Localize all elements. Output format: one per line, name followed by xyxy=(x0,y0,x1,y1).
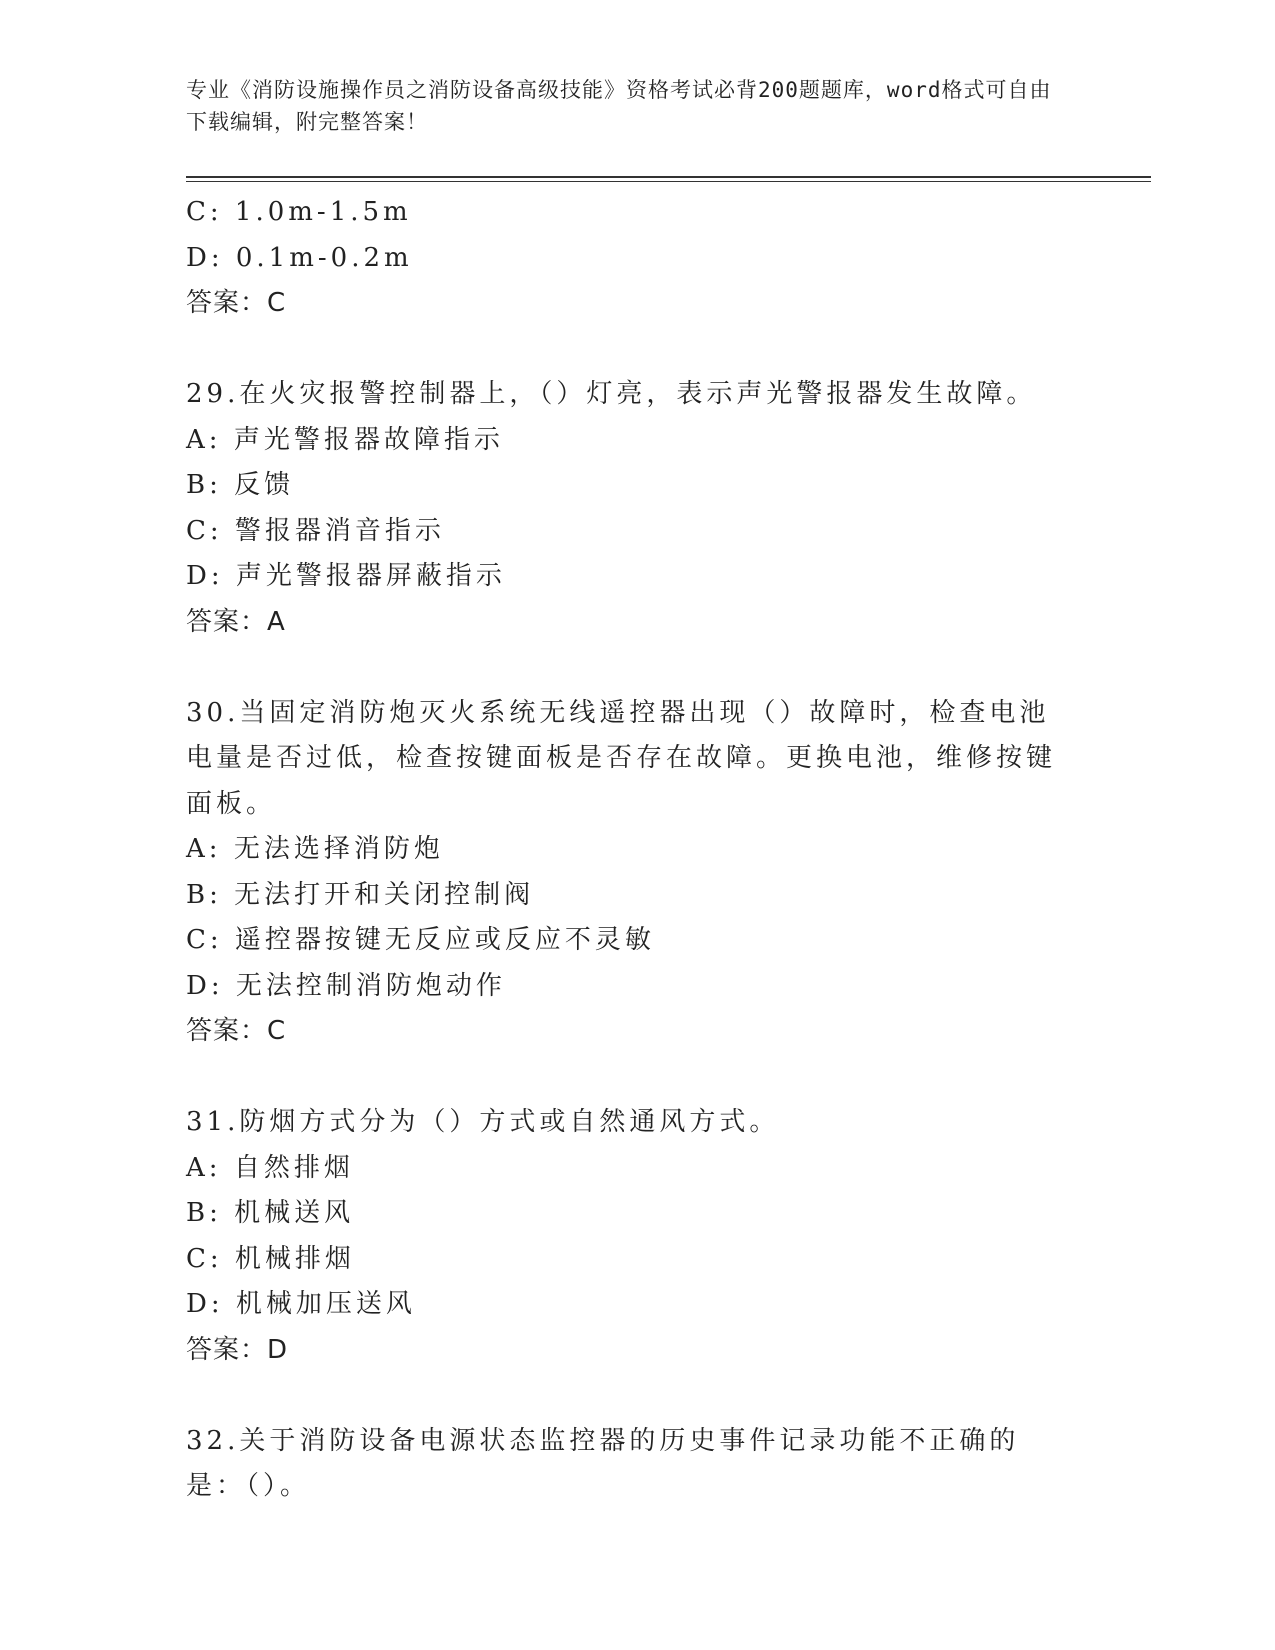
option-c xyxy=(186,1237,1066,1283)
option-letter: B: xyxy=(186,879,222,910)
option-a xyxy=(186,418,1066,464)
spacer xyxy=(186,1373,1066,1419)
option-b xyxy=(186,463,1066,509)
answer-line: 答案：D xyxy=(186,1334,289,1365)
option-letter: A: xyxy=(186,424,222,455)
option-d xyxy=(186,964,1066,1010)
option-c xyxy=(186,190,1066,236)
spacer xyxy=(186,645,1066,691)
answer-line: 答案：C xyxy=(186,1016,287,1046)
question-29-text: 29.在火灾报警控制器上，（）灯亮，表示声光警报器发生故障。 xyxy=(186,379,1037,409)
option-a xyxy=(186,827,1066,873)
option-letter: C: xyxy=(186,515,223,546)
document-header: 专业《消防设施操作员之消防设备高级技能》资格考试必背200题题库，word格式可自由下载编辑，附完整答案！ xyxy=(186,78,1052,134)
option-letter: C: xyxy=(186,197,223,227)
option-letter: B: xyxy=(186,1198,222,1228)
question-31-text: 31.防烟方式分为（）方式或自然通风方式。 xyxy=(186,1107,780,1137)
option-text: 1.0m-1.5m xyxy=(234,197,412,227)
option-b xyxy=(186,873,1066,919)
option-text: 声光警报器屏蔽指示 xyxy=(235,561,506,591)
option-letter: D: xyxy=(186,970,224,1001)
header-rule-thin xyxy=(186,181,1151,182)
option-text: 遥控器按键无反应或反应不灵敏 xyxy=(234,925,655,955)
answer-line: 答案：A xyxy=(186,606,286,637)
option-letter: D: xyxy=(186,1289,224,1319)
spacer xyxy=(186,1055,1066,1101)
option-a xyxy=(186,1146,1066,1192)
option-text: 机械加压送风 xyxy=(235,1289,416,1319)
question-30-text: 30.当固定消防炮灭火系统无线遥控器出现（）故障时，检查电池电量是否过低，检查按键面板是否存在故障。更换电池，维修按键面板。 xyxy=(186,697,1057,819)
option-b xyxy=(186,1191,1066,1237)
option-text: 机械排烟 xyxy=(234,1243,355,1274)
option-letter: B: xyxy=(186,470,222,500)
option-letter: C: xyxy=(186,1243,223,1274)
option-text: 无法打开和关闭控制阀 xyxy=(234,879,535,910)
option-letter: C: xyxy=(186,925,223,955)
option-c xyxy=(186,918,1066,964)
option-letter: A: xyxy=(186,834,222,864)
option-text: 无法选择消防炮 xyxy=(233,834,444,864)
question-content xyxy=(186,190,1066,1510)
spacer xyxy=(186,327,1066,373)
option-d xyxy=(186,236,1066,282)
answer-line: 答案：C xyxy=(186,288,287,318)
option-text: 机械送风 xyxy=(234,1198,355,1228)
option-text: 自然排烟 xyxy=(233,1152,354,1183)
option-d xyxy=(186,554,1066,600)
option-text: 声光警报器故障指示 xyxy=(233,424,504,455)
option-letter: D: xyxy=(186,561,224,591)
question-32-text: 32.关于消防设备电源状态监控器的历史事件记录功能不正确的是：（）。 xyxy=(186,1425,1020,1501)
option-letter: D: xyxy=(186,242,224,273)
option-text: 无法控制消防炮动作 xyxy=(235,970,506,1001)
option-d xyxy=(186,1282,1066,1328)
option-text: 0.1m-0.2m xyxy=(235,242,413,273)
option-text: 警报器消音指示 xyxy=(234,515,445,546)
option-text: 反馈 xyxy=(234,470,295,500)
option-letter: A: xyxy=(186,1152,222,1183)
option-c xyxy=(186,509,1066,555)
header-rule-thick xyxy=(186,176,1151,178)
